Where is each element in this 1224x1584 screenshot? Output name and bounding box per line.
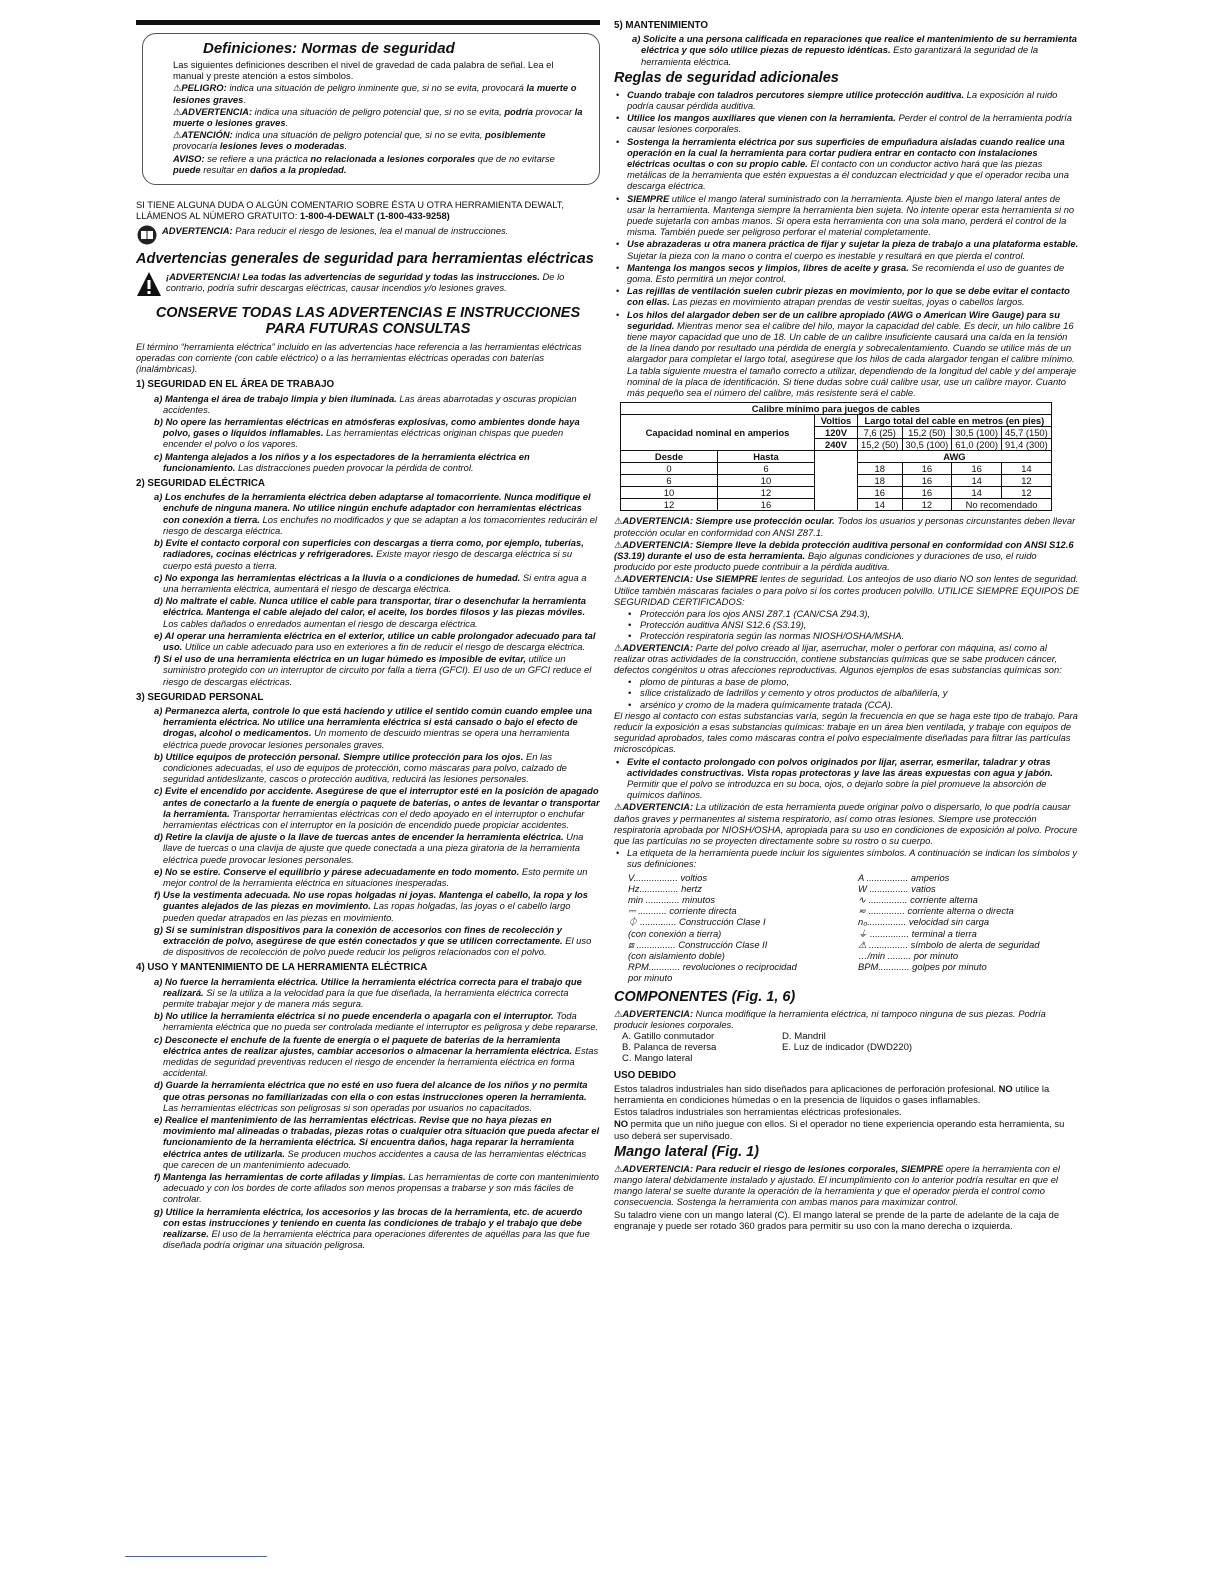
symbol-definition: V................. voltios [628, 871, 708, 883]
safety-rule: b) No opere las herramientas eléctricas en atmósferas explosivas, como ambientes donde haya polvo, gases o líquidos inflamables. Las herramientas eléctricas originan chispas que pueden encender el polvo o los vapores. [154, 416, 580, 450]
def-advertencia: ⚠ADVERTENCIA: indica una situación de peligro potencial que, si no se evita, podría provocar la muerte o lesiones graves. [173, 105, 583, 129]
term-intro: El término “herramienta eléctrica” incluido en las advertencias hace referencia a las herramientas eléctricas operadas con corriente (con cable eléctrico) o a las herramientas eléctricas operadas con baterías (inalámbricas). [136, 340, 582, 375]
warning-glasses: ⚠ADVERTENCIA: Use SIEMPRE lentes de seguridad. Los anteojos de uso diario NO son lentes de seguridad. Utilice también máscaras faciales o para polvo si los cortes producen polvillo. UTILICE SIEMPRE EQUIPOS DE SEGURIDAD CERTIFICADOS: [614, 573, 1080, 607]
symbol-definition: Hz............... hertz [628, 882, 702, 894]
warning-glasses-list: • Protección para los ojos ANSI Z87.1 (CAN/CSA Z94.3), • Protección auditiva ANSI S12.6 (S3.19), • Protección respiratoria según las normas NIOSH/OSHA/MSHA. [614, 608, 1080, 642]
symbol-definition: ⧈ ............... Construcción Clase II [628, 938, 768, 950]
conserve-title: CONSERVE TODAS LAS ADVERTENCIAS E INSTRUCCIONES PARA FUTURAS CONSULTAS [155, 304, 581, 337]
symbol-definition: ⎓ ........... corriente directa [628, 905, 737, 917]
section-title: 3) SEGURIDAD PERSONAL [136, 691, 264, 703]
safety-rule: a) Los enchufes de la herramienta eléctrica deben adaptarse al tomacorriente. Nunca modifique el enchufe de ninguna manera. No utilice ningún enchufe adaptador con herramientas eléctricas con conexión a tierra. Los enchufes no modificados y que se adaptan a los tomacorrientes reducirán el riesgo de descarga eléctrica. [154, 491, 598, 536]
section-title: 1) SEGURIDAD EN EL ÁREA DE TRABAJO [136, 379, 335, 391]
safety-rule: c) Desconecte el enchufe de la fuente de energía o el paquete de baterías de la herramienta eléctrica antes de realizar ajustes, cambiar accesorios o almacenar la herramienta eléctrica. Estas medidas de seguridad preventivas reducen el riesgo de encender la herramienta eléctrica en forma accidental. [154, 1033, 599, 1079]
safety-rule: f) Mantenga las herramientas de corte afiladas y limpias. Las herramientas de corte con mantenimiento adecuado y con los bordes de corte afilados son menos propensas a trabarse y son más fáciles de controlar. [154, 1171, 599, 1205]
symbol-definition: n₀............... velocidad sin carga [858, 916, 990, 928]
safety-rule: b) Utilice equipos de protección personal. Siempre utilice protección para los ojos. En las condiciones adecuadas, el uso de equipos de protección, como máscaras para polvo, calzado de seguridad antideslizante, cascos o protección auditiva, reducirá las lesiones personales. [154, 750, 567, 785]
symbol-definition: ⏀ .............. Construcción Clase I [628, 916, 766, 928]
safety-rule: a) Mantenga el área de trabajo limpia y bien iluminada. Las áreas abarrotadas y oscuras propician accidentes. [154, 392, 577, 415]
symbol-definition: ∿ ............... corriente alterna [858, 894, 978, 905]
additional-rule: • Sostenga la herramienta eléctrica por sus superficies de empuñadura aisladas cuando realice una operación en la cual la herramienta para cortar pudiera entrar en contacto con instalaciones eléctricas ocultas o con su propio cable. El contacto con un conductor activo hará que las piezas metálicas de la herramienta que estén expuestas a él conduzcan electricidad y que el operador reciba una descarga eléctrica. [614, 136, 1080, 192]
components-title: COMPONENTES (Fig. 1, 6) [614, 988, 796, 1005]
symbols-grid [628, 872, 1080, 984]
safety-rule: e) Realice el mantenimiento de las herramientas eléctricas. Revise que no haya piezas en movimiento mal alineadas o trabadas, piezas rotas o cualquier otra situación que pueda afectar el funcionamiento de la herramienta eléctrica. Si encuentra daños, haga reparar la herramienta eléctrica antes de utilizarla. Se producen muchos accidentes a causa de las herramientas eléctricas que carecen de un mantenimiento adecuado. [154, 1114, 600, 1170]
right-column [614, 20, 1080, 1232]
symbol-definition: RPM............ revoluciones o reciprocidad [628, 961, 797, 973]
maintenance-title: 5) MANTENIMIENTO [614, 20, 708, 31]
symbol-definition: ⚠ ............... símbolo de alerta de seguridad [858, 938, 1040, 950]
safety-rule: g) Si se suministran dispositivos para la conexión de accesorios con fines de recolección y extracción de polvo, asegúrese de que estén conectados y que se utilicen correctamente. El uso de dispositivos de recolección de polvo puede reducir los peligros relacionados con el polvo. [154, 923, 592, 958]
symbol-definition: W ............... vatios [858, 882, 936, 894]
symbol-definition: (con aislamiento doble) [628, 950, 725, 962]
left-column [136, 20, 600, 1251]
symbol-definition: por minuto [628, 972, 673, 984]
components-list: A. Gatillo conmutador D. Mandril B. Palanca de reversa E. Luz de indicador (DWD220) C. Mango lateral [622, 1031, 913, 1065]
additional-rule: • Las rejillas de ventilación suelen cubrir piezas en movimiento, por lo que se debe evitar el contacto con ellas. Las piezas en movimiento atrapan prendas de vestir sueltas, joyas o cabellos largos. [614, 285, 1080, 307]
alert-icon: ⚠ [173, 105, 182, 117]
safety-rule: f) Si el uso de una herramienta eléctrica en un lugar húmedo es imposible de evitar, utilice un suministro protegido con un interruptor de circuito por falla a tierra (GFCI). El uso de un GFCI reduce el riesgo de descargas eléctricas. [154, 653, 592, 687]
def-atencion: ⚠ATENCIÓN: indica una situación de peligro potencial que, si no se evita, posiblemente provocaría lesiones leves o moderadas. [173, 129, 546, 152]
symbol-definition: …/min ......... por minuto [858, 950, 959, 962]
dust-contact-rule: • Evite el contacto prolongado con polvos originados por lijar, aserrar, esmerilar, taladrar y otras actividades constructivas. Vista ropas protectoras y lave las áreas expuestas con agua y jabón. Permitir que el polvo se introduzca en su boca, ojos, o dejarlo sobre la piel promueve la absorción de químicos dañinos. [614, 756, 1080, 801]
side-handle-text: Su taladro viene con un mango lateral (C). El mango lateral se prende de la parte de adelante de la caja de engranaje y puede ser rotado 360 grados para permitir su uso con la mano derecha o izquierda. [614, 1208, 1060, 1231]
intended-use-title: USO DEBIDO [614, 1069, 677, 1081]
manual-warning: ADVERTENCIA: Para reducir el riesgo de lesiones, lea el manual de instrucciones. [136, 225, 600, 247]
safety-sections [136, 379, 600, 1250]
additional-rule: • Los hilos del alargador deben ser de un calibre apropiado (AWG o American Wire Gauge) para su seguridad. Mientras menor sea el calibre del hilo, mayor la capacidad del cable. Es decir, un hilo calibre 16 tiene mayor capacidad que uno de 18. Un cable de un calibre insuficiente causará una caída en la tensión de la línea dando por resultado una pérdida de energía y sobrecalentamiento. Cuando se utilice más de un alargador para completar el largo total, asegúrese que los hilos de cada alargador tengan el calibre mínimo. La tabla siguiente muestra el tamaño correcto a utilizar, dependiendo de la longitud del cable y del amperaje nominal de la placa de identificación. Si tiene dudas sobre cuál calibre usar, use un calibre mayor. Cuanto más pequeño sea el número del calibre, más resistente será el cable. [614, 309, 1080, 399]
safety-rule: e) Al operar una herramienta eléctrica en el exterior, utilice un cable prolongador adecuado para tal uso. Utilice un cable adecuado para uso en exteriores a fin de reducir el riesgo de descarga eléctrica. [154, 629, 596, 652]
components-warning: ⚠ADVERTENCIA: Nunca modifique la herramienta eléctrica, ni tampoco ninguna de sus piezas. Podría producir lesiones corporales. [614, 1007, 1046, 1030]
safety-rule: c) Evite el encendido por accidente. Asegúrese de que el interruptor esté en la posición de apagado antes de conectarlo a la fuente de energía o paquete de baterías, o antes de levantar o transportar la herramienta. Transportar herramientas eléctricas con el dedo apoyado en el interruptor o enchufar herramientas eléctricas con el interruptor en la posición de encendido puede propiciar accidentes. [154, 785, 600, 830]
symbol-definition: (con conexión a tierra) [628, 927, 722, 939]
symbol-definition: ≂ .............. corriente alterna o directa [858, 905, 1014, 917]
contact-info: SI TIENE ALGUNA DUDA O ALGÚN COMENTARIO SOBRE ÉSTA U OTRA HERRAMIENTA DEWALT, LLÁMENOS AL NÚMERO GRATUITO: 1-800-4-DEWALT (1-800-433-9258) [136, 199, 565, 222]
warning-dust-chemicals: ⚠ADVERTENCIA: Parte del polvo creado al lijar, aserruchar, moler o perforar con máquina, así como al realizar otras actividades de la construcción, contiene substancias químicas que se sabe producen cáncer, defectos congénitos u otras afecciones reproductivas. Algunos ejemplos de esas substancias químicas son: [614, 641, 1062, 675]
maintenance-item: a) Solicite a una persona calificada en reparaciones que realice el mantenimiento de su herramienta eléctrica y que sólo utilice piezas de repuesto idénticas. Esto garantizará la seguridad de la herramienta eléctrica. [632, 33, 1077, 67]
top-rule [136, 20, 600, 25]
side-handle-warning: ⚠ADVERTENCIA: Para reducir el riesgo de lesiones corporales, SIEMPRE opere la herramienta con el mango lateral debidamente instalado y ajustado. El incumplimiento con lo anterior podría resultar en que el mango lateral se suelte durante la operación de la herramienta y que el operador pierda el control como consecuencia. Sostenga la herramienta con ambas manos para maximizar control. [614, 1162, 1060, 1208]
additional-rule: • Mantenga los mangos secos y limpios, libres de aceite y grasa. Se recomienda el uso de guantes de goma. Esto permitirá un mejor control. [614, 262, 1080, 284]
warning-hearing: ⚠ADVERTENCIA: Siempre lleve la debida protección auditiva personal en conformidad con ANSI S12.6 (S3.19) durante el uso de esta herramienta. Bajo algunas condiciones y duraciones de uso, el ruido producido por este producto puede contribuir a la pérdida auditiva. [614, 538, 1074, 573]
safety-rule: g) Utilice la herramienta eléctrica, los accesorios y las brocas de la herramienta, etc. de acuerdo con estas instrucciones y teniendo en cuenta las condiciones de trabajo y el trabajo que debe realizarse. El uso de la herramienta eléctrica para operaciones diferentes de aquéllas para las que fue diseñada podría originar una situación peligrosa. [154, 1205, 590, 1251]
additional-rules-list [614, 89, 1080, 398]
safety-rule: a) Permanezca alerta, controle lo que está haciendo y utilice el sentido común cuando emplee una herramienta eléctrica. No utilice una herramienta eléctrica si está cansado o bajo el efecto de drogas, alcohol o medicamentos. Un momento de descuido mientras se opera una herramienta eléctrica puede provocar lesiones personales graves. [154, 704, 593, 750]
definitions-title: Definiciones: Normas de seguridad [203, 40, 455, 57]
definitions-box [142, 33, 600, 185]
symbol-definition: ⏚ ............... terminal a tierra [858, 927, 977, 939]
risk-text: El riesgo al contacto con estas substancias varía, según la frecuencia en que se haga este tipo de trabajo. Para reducir la exposición a esas substancias químicas: trabaje en un área bien ventilada, y trabaje con equipos de seguridad aprobados, tales como máscaras contra el polvo especialmente diseñadas para filtrar las partículas microscópicas. [614, 709, 1078, 755]
side-handle-title: Mango lateral (Fig. 1) [614, 1143, 760, 1160]
safety-rule: d) Retire la clavija de ajuste o la llave de tuercas antes de encender la herramienta eléctrica. Una llave de tuercas o una clavija de ajuste que quede conectada a una pieza giratoria de la herramienta eléctrica puede provocar lesiones personales. [154, 831, 584, 865]
safety-rule: a) No fuerce la herramienta eléctrica. Utilice la herramienta eléctrica correcta para el trabajo que realizará. Si se la utiliza a la velocidad para la que fue diseñada, la herramienta eléctrica correcta permite trabajar mejor y de manera más segura. [154, 975, 582, 1010]
warning-respiratory: ⚠ADVERTENCIA: La utilización de esta herramienta puede originar polvo o dispersarlo, lo que podría causar daños graves y permanentes al sistema respiratorio, así como otras lesiones. Siempre use protección respiratoria aprobada por NIOSH/OSHA, apropiada para su uso en condiciones de exposición al polvo. Procure que las partículas no se proyecten directamente sobre su rostro o su cuerpo. [614, 801, 1078, 846]
general-warnings-title: Advertencias generales de seguridad para herramientas eléctricas [136, 250, 594, 267]
additional-rule: • Use abrazaderas u otra manera práctica de fijar y sujetar la pieza de trabajo a una plataforma estable. Sujetar la pieza con la mano o contra el cuerpo es inestable y resultará en que pierda el control. [614, 238, 1080, 260]
def-peligro: ⚠PELIGRO: indica una situación de peligro inminente que, si no se evita, provocará la muerte o lesiones graves. [173, 82, 577, 105]
symbols-intro: • La etiqueta de la herramienta puede incluir los siguientes símbolos. A continuación se indican los símbolos y sus definiciones: [614, 847, 1080, 869]
intended-use-p2: Estos taladros industriales son herramientas eléctricas profesionales. [614, 1106, 902, 1118]
symbol-definition: BPM............ golpes por minuto [858, 961, 987, 973]
intended-use-p1: Estos taladros industriales han sido diseñados para aplicaciones de perforación profesional. NO utilice la herramienta en condiciones húmedas o en la presencia de líquidos o gases inflamables. [614, 1082, 1050, 1106]
alert-triangle-icon [136, 271, 162, 299]
additional-rule: • SIEMPRE utilice el mango lateral suministrado con la herramienta. Ajuste bien el mango lateral antes de usar la herramienta. Mantenga siempre la herramienta bien sujeta. No intente operar esta herramienta si no puede sujetarla con ambas manos. Si opera esta herramienta con una sola mano, perderá el control de la misma. También puede ser peligroso perforar el material completamente. [614, 193, 1080, 238]
cable-gauge-table: Calibre mínimo para juegos de cables Capacidad nominal en amperios Voltios Largo total del cable en metros (en pies) 120V 7,6 (25) 15,2 (50) 30,5 (100) 45,7 (150) 240V 15,2 (50) 30,5 (100) 61,0 (200) 91,4 (300) Desde Hasta AWG 0 6 18 16 16 14 6 10 18 16 14 12 10 12 16 16 14 12 12 16 14 12 No recomendado [620, 402, 1052, 511]
safety-rule: c) Mantenga alejados a los niños y a los espectadores de la herramienta eléctrica en funcionamiento. Las distracciones pueden provocar la pérdida de control. [154, 450, 530, 473]
safety-rule: d) Guarde la herramienta eléctrica que no esté en uso fuera del alcance de los niños y no permita que otras personas no familiarizadas con ella o con estas instrucciones operen la herramienta. Las herramientas eléctricas son peligrosas si son operadas por usuarios no capacitados. [154, 1079, 588, 1113]
safety-rule: b) Evite el contacto corporal con superficies con descargas a tierra como, por ejemplo, tuberías, radiadores, cocinas eléctricas y refrigeradores. Existe mayor riesgo de descarga eléctrica si su cuerpo está puesto a tierra. [154, 537, 584, 571]
section-title: 4) USO Y MANTENIMIENTO DE LA HERRAMIENTA ELÉCTRICA [136, 962, 428, 974]
read-manual-icon [136, 225, 158, 247]
additional-rule: • Cuando trabaje con taladros percutores siempre utilice protección auditiva. La exposición al ruido podría causar pérdida auditiva. [614, 89, 1080, 111]
symbol-definition [858, 972, 1080, 983]
intended-use-p3: NO permita que un niño juegue con ellos. Si el operador no tiene experiencia operando esta herramienta, su uso deberá ser supervisado. [614, 1118, 1065, 1141]
symbol-definition: A ................ amperios [858, 871, 950, 883]
warning-eye: ⚠ADVERTENCIA: Siempre use protección ocular. Todos los usuarios y personas circunstantes deben llevar protección ocular en conformidad con ANSI Z87.1. [614, 515, 1076, 538]
definitions-intro: Las siguientes definiciones describen el nivel de gravedad de cada palabra de señal. Lea el manual y preste atención a estos símbolos. [173, 59, 554, 82]
safety-rule: c) No exponga las herramientas eléctricas a la lluvia o a condiciones de humedad. Si entra agua a una herramienta eléctrica, aumentará el riesgo de descarga eléctrica. [154, 571, 587, 594]
alert-icon: ⚠ [173, 82, 182, 94]
symbol-definition: min ............. minutos [628, 894, 716, 905]
def-aviso: AVISO: se refiere a una práctica no relacionada a lesiones corporales que de no evitarse puede resultar en daños a la propiedad. [173, 152, 555, 175]
additional-rules-title: Reglas de seguridad adicionales [614, 69, 839, 86]
alert-icon: ⚠ [173, 129, 182, 141]
safety-rule: e) No se estire. Conserve el equilibrio y párese adecuadamente en todo momento. Esto permite un mejor control de la herramienta eléctrica en situaciones inesperadas. [154, 865, 588, 888]
general-warning: ¡ADVERTENCIA! Lea todas las advertencias de seguridad y todas las instrucciones. De lo contrario, podría sufrir descargas eléctricas, causar incendios y/o lesiones graves. [136, 271, 600, 299]
chemicals-list: • plomo de pinturas a base de plomo, • sílice cristalizado de ladrillos y cemento y otros productos de albañilería, y • arsénico y cromo de la madera químicamente tratada (CCA). [614, 676, 1080, 710]
safety-rule: d) No maltrate el cable. Nunca utilice el cable para transportar, tirar o desenchufar la herramienta eléctrica. Mantenga el cable alejado del calor, el aceite, los bordes filosos y las piezas móviles. Los cables dañados o enredados aumentan el riesgo de descarga eléctrica. [154, 595, 586, 629]
additional-rule: • Utilice los mangos auxiliares que vienen con la herramienta. Perder el control de la herramienta podría causar lesiones corporales. [614, 112, 1080, 134]
section-title: 2) SEGURIDAD ELÉCTRICA [136, 478, 266, 490]
footer-line [125, 1556, 267, 1557]
safety-rule: b) No utilice la herramienta eléctrica si no puede encenderla o apagarla con el interruptor. Toda herramienta eléctrica que no pueda ser controlada mediante el interruptor es peligrosa y debe repararse. [154, 1010, 599, 1033]
safety-rule: f) Use la vestimenta adecuada. No use ropas holgadas ni joyas. Mantenga el cabello, la ropa y los guantes alejados de las piezas en movimiento. Las ropas holgadas, las joyas o el cabello largo pueden quedar atrapados en las piezas en movimiento. [154, 889, 588, 923]
